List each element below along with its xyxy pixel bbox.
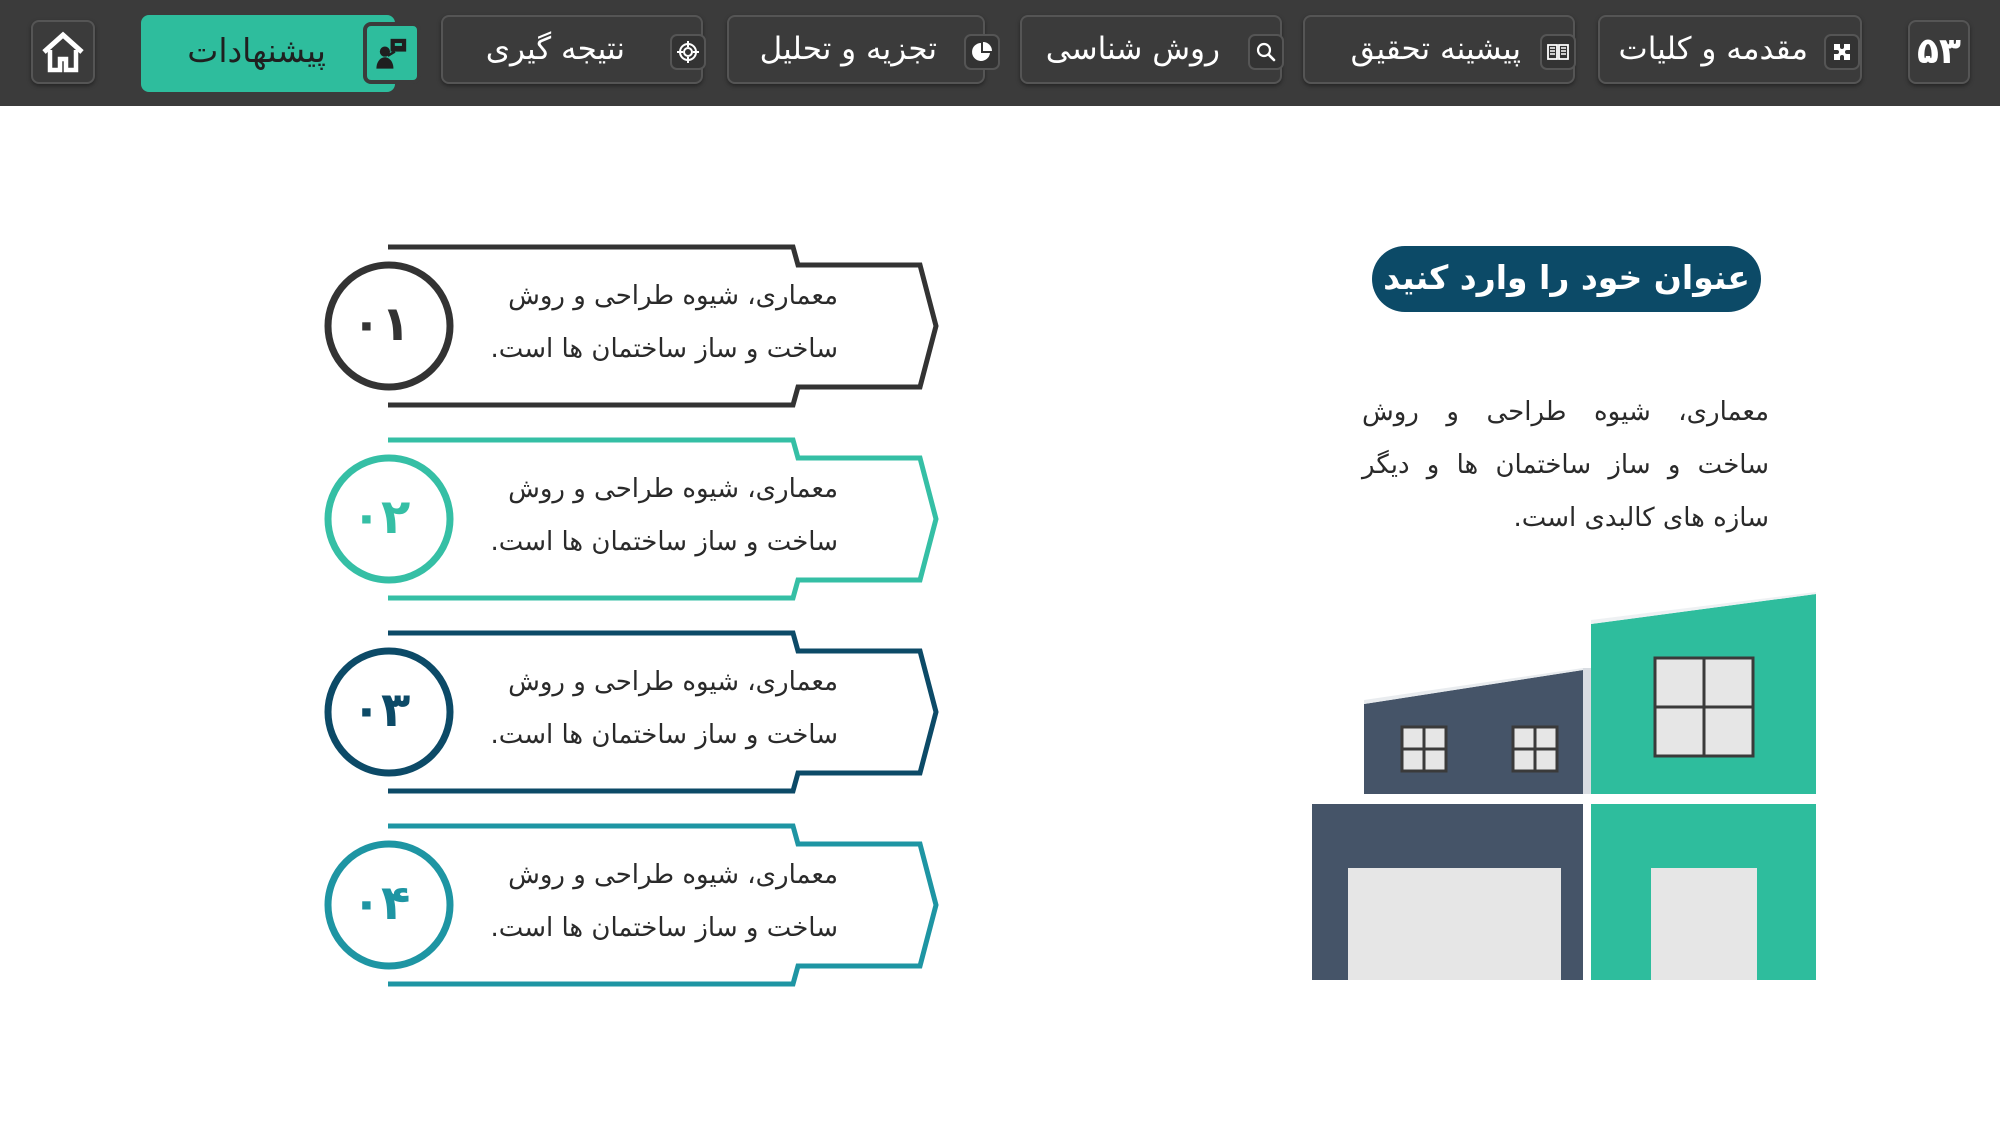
- nav-item-literature[interactable]: [1303, 15, 1575, 84]
- nav-item-methodology[interactable]: [1020, 15, 1282, 84]
- step-number: ۰۱: [351, 296, 411, 352]
- step-number: ۰۳: [351, 682, 411, 738]
- step-text-line: ساخت و ساز ساختمان ها است.: [490, 334, 838, 364]
- step-text: [458, 656, 838, 762]
- garage-door: [1348, 868, 1561, 980]
- steps-list: [318, 240, 946, 1000]
- window-icon: [1402, 727, 1446, 771]
- step-text-line: معماری، شیوه طراحی و روش: [508, 474, 838, 504]
- nav-item-analysis[interactable]: [727, 15, 985, 84]
- step-text-line: معماری، شیوه طراحی و روش: [508, 281, 838, 311]
- book-icon: [1540, 34, 1576, 70]
- step-number: ۰۲: [351, 489, 411, 545]
- step-text-line: ساخت و ساز ساختمان ها است.: [490, 913, 838, 943]
- nav-item-conclusion[interactable]: [441, 15, 703, 84]
- step-text-line: معماری، شیوه طراحی و روش: [508, 667, 838, 697]
- home-button[interactable]: [31, 20, 95, 84]
- presenter-icon: [363, 22, 421, 84]
- step-number: ۰۴: [351, 875, 411, 931]
- door: [1651, 868, 1757, 980]
- nav-item-intro-label: مقدمه و کلیات: [1618, 31, 1808, 67]
- step-text-line: ساخت و ساز ساختمان ها است.: [490, 527, 838, 557]
- home-icon: [39, 28, 87, 76]
- page-number: ۵۳: [1908, 20, 1970, 84]
- section-title: عنوان خود را وارد کنید: [1372, 246, 1761, 312]
- nav-item-conclusion-label: نتیجه گیری: [485, 31, 625, 67]
- nav-item-recommendations-label: پیشنهادات: [187, 31, 326, 70]
- step-text: [458, 463, 838, 569]
- nav-item-methodology-label: روش شناسی: [1045, 31, 1220, 67]
- building-illustration: [1310, 592, 1820, 982]
- window-icon: [1655, 658, 1753, 756]
- step-text: [458, 270, 838, 376]
- nav-item-intro[interactable]: [1598, 15, 1862, 84]
- search-icon: [1248, 34, 1284, 70]
- puzzle-icon: [1824, 34, 1860, 70]
- step-text-line: ساخت و ساز ساختمان ها است.: [490, 720, 838, 750]
- top-navigation-bar: [0, 0, 2000, 106]
- nav-item-recommendations-active[interactable]: [141, 15, 395, 92]
- step-text: [458, 849, 838, 955]
- pie-chart-icon: [964, 34, 1000, 70]
- step-text-line: معماری، شیوه طراحی و روش: [508, 860, 838, 890]
- section-body-text: معماری، شیوه طراحی و روش ساخت و ساز ساختمان ها و دیگر سازه های کالبدی است.: [1362, 397, 1769, 533]
- nav-item-literature-label: پیشینه تحقیق: [1350, 31, 1521, 67]
- window-icon: [1513, 727, 1557, 771]
- nav-item-analysis-label: تجزیه و تحلیل: [759, 31, 937, 67]
- target-icon: [670, 34, 706, 70]
